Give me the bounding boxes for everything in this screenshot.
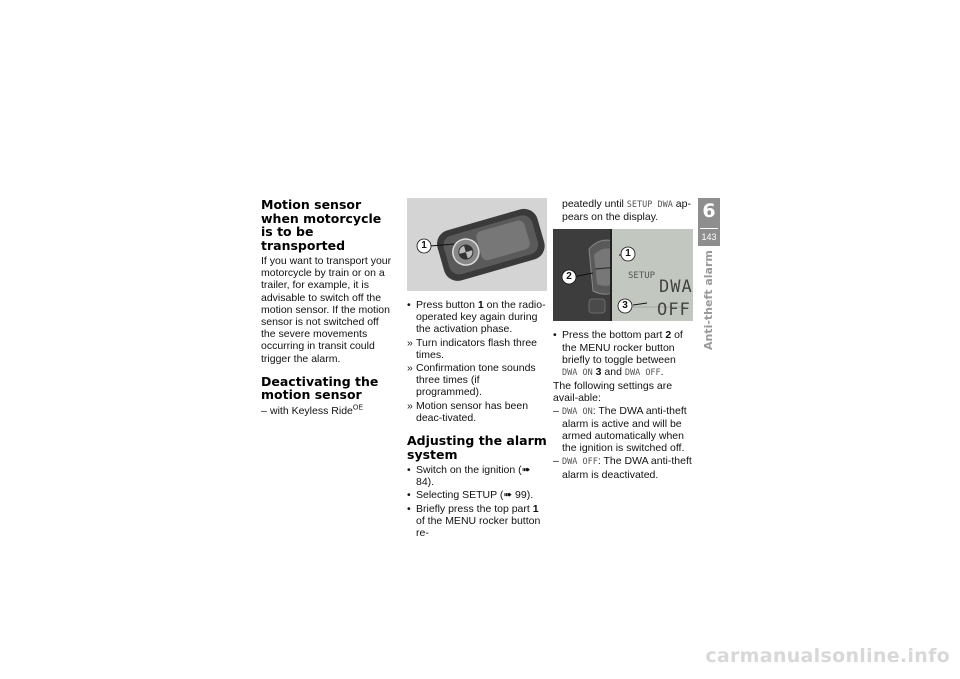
chapter-title-text: Anti-theft alarm [701, 250, 715, 351]
bullet-marker: • [553, 329, 557, 342]
continued-step [553, 198, 693, 223]
step-text: of the MENU rocker button briefly to toggle between [562, 329, 683, 366]
chapter-number: 6 [702, 200, 716, 222]
step-text: on the radio-operated key again during the activation phase. [416, 299, 546, 336]
setting-dwa-on [553, 405, 693, 455]
callout-3: 3 [622, 300, 628, 312]
step-text: Selecting SETUP (➠ 99). [416, 489, 534, 502]
dash-marker: – [261, 404, 267, 417]
callout-ref: 1 [477, 299, 484, 311]
oe-superscript: OE [352, 404, 363, 412]
step-text: . [660, 366, 664, 379]
callout-2: 2 [566, 271, 572, 283]
step-text: Press the bottom part [562, 329, 666, 342]
heading-adjusting-alarm: Adjusting the alarm system [407, 433, 547, 462]
result-text: Turn indicators flash three times. [416, 336, 538, 361]
result-marker: » [407, 362, 413, 375]
key-fob-figure [407, 198, 547, 291]
page-number: 143 [701, 232, 717, 242]
heading-deactivating-motion-sensor: Deactivating the motion sensor [261, 373, 379, 403]
display-text-dwa-on: DWA ON [562, 406, 593, 417]
step-press-bottom [553, 329, 693, 379]
step-press-button [407, 299, 547, 336]
display-text-dwa-off: DWA OFF [624, 368, 661, 379]
display-text-setup-dwa: SETUP DWA [626, 200, 673, 210]
callout-ref: 1 [532, 502, 539, 515]
result-deactivated [407, 400, 547, 424]
bullet-marker: • [407, 502, 411, 515]
settings-intro: The following settings are avail-able: [553, 380, 673, 405]
result-indicators [407, 337, 547, 361]
step-setup [407, 489, 547, 501]
bullet-marker: • [407, 464, 411, 477]
callout-1: 1 [421, 240, 427, 251]
tab-divider [700, 228, 718, 229]
display-dwa-label: DWA [659, 277, 693, 298]
callout-ref: 3 [595, 366, 602, 379]
setting-description: : The DWA anti-theft alarm is deactivated. [562, 455, 692, 481]
deactivation-steps [407, 299, 547, 424]
setting-description: : The DWA anti-theft alarm is active and will be armed automatically when the ignition is switched off. [562, 404, 687, 455]
step-text: ap-pears on the display. [562, 198, 691, 224]
display-setup-label: SETUP [628, 271, 656, 282]
keyless-ride-item [261, 405, 394, 417]
dash-marker: – [553, 404, 559, 417]
heading-motion-sensor-transport: Motion sensor when motorcycle is to be transported [261, 197, 382, 253]
adjusting-steps [407, 464, 547, 539]
step-ignition [407, 464, 547, 488]
callout-ref: 2 [665, 329, 672, 342]
bullet-marker: • [407, 489, 411, 502]
result-text: Confirmation tone sounds three times (if programmed). [416, 362, 536, 399]
callout-1: 1 [625, 248, 631, 260]
bullet-marker: • [407, 299, 411, 311]
setting-dwa-off [553, 455, 693, 480]
left-column [261, 198, 394, 418]
middle-column [407, 198, 547, 540]
step-text: Briefly press the top part [416, 502, 533, 515]
step-text: Switch on the ignition (➠ 84). [416, 464, 531, 489]
display-off-label: OFF [657, 300, 691, 321]
keyless-ride-text: with Keyless Ride [270, 404, 353, 417]
result-marker: » [407, 336, 413, 349]
right-column [553, 198, 693, 482]
dash-marker: – [553, 455, 559, 468]
menu-rocker-display-figure [553, 229, 693, 321]
display-text-dwa-on: DWA ON [562, 368, 593, 379]
step-press-top [407, 503, 547, 540]
transport-paragraph: If you want to transport your motorcycle by train or on a trailer, for example, it is advisable to switch off the motion sensor. If the motion sensor is not switched off the severe movements occurring in transit could trigger the alarm. [261, 255, 392, 365]
display-text-dwa-off: DWA OFF [562, 457, 598, 468]
step-text: Press button [416, 299, 478, 311]
result-marker: » [407, 399, 413, 412]
result-text: Motion sensor has been deac-tivated. [416, 399, 529, 424]
step-text: peatedly until [562, 198, 627, 210]
step-text: and [601, 366, 625, 379]
chapter-title-vertical [698, 250, 720, 370]
watermark: carmanualsonline.info [705, 645, 950, 667]
result-confirmation-tone [407, 362, 547, 399]
step-text: of the MENU rocker button re- [416, 514, 541, 540]
